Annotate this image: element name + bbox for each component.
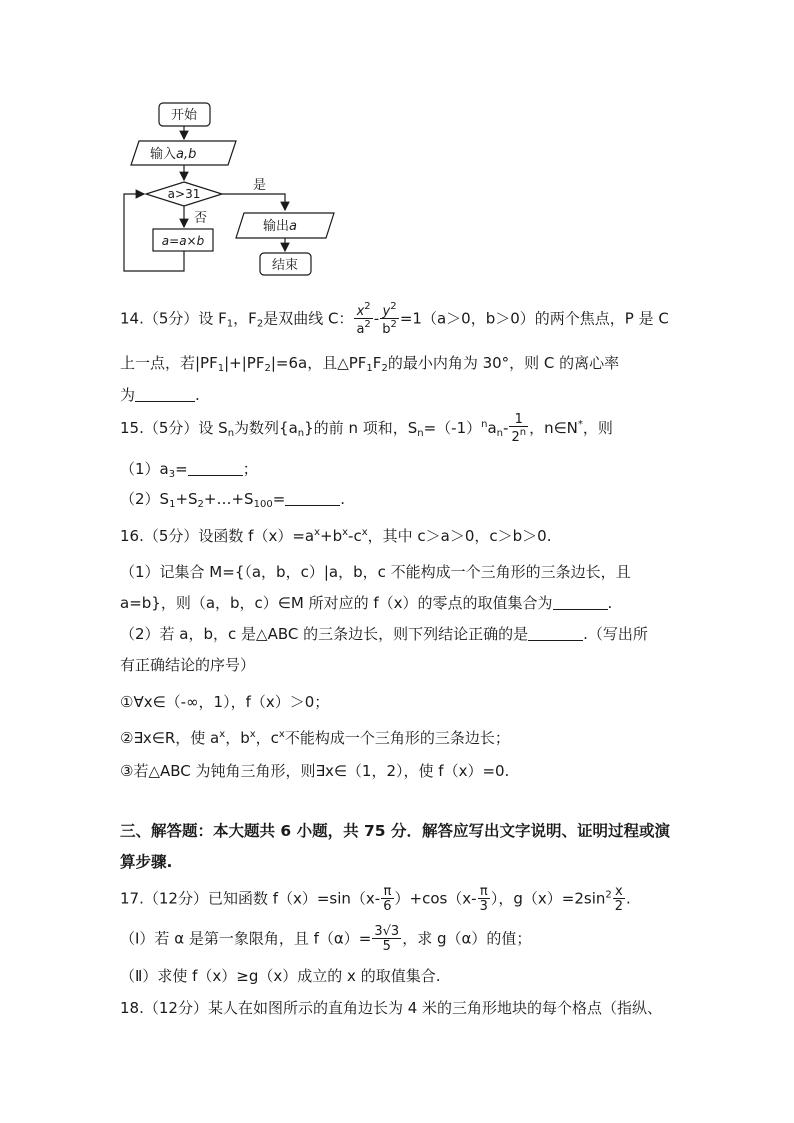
q14-line1: 14.（5分）设 $F_1$，$F_2$是双曲线 C： $\frac{x^2}{a^2}$ - $\frac{y^2}{b^2}$ =1（a＞0，b＞0）的两个焦点，P 是 C	[120, 301, 669, 337]
q17-line1: 17.（12分）已知函数 f（x）=sin（x- $\frac{\pi}{6}$ ）+cos（x- $\frac{\pi}{3}$ ），$g(x)=2\sin^2$ $\frac{x}{2}$ .	[120, 884, 631, 914]
q15-fraction: $\frac{1}{2^n}$	[511, 412, 527, 445]
answer-blank	[135, 387, 195, 402]
q18-line1: 18.（12分）某人在如图所示的直角边长为 4 米的三角形地块的每个格点（指纵、	[120, 999, 663, 1017]
q17-part1: （Ⅰ）若 α 是第一象限角，且 f（α）= $\frac{3√3}{5}$ ，求 g（α）的值；	[120, 924, 532, 954]
q16-option2: ②∃x∈R，使 $a^x$，$b^x$，$c^x$不能构成一个三角形的三条边长；	[120, 729, 510, 747]
q14-line2: 上一点，若$|PF_1|+|PF_2|=6a$，且$\triangle PF_1F_2$的最小内角为 30°，则 C 的离心率	[120, 354, 620, 374]
section-heading-line2: 算步骤.	[120, 853, 173, 871]
answer-blank	[528, 626, 583, 641]
answer-blank	[553, 595, 608, 610]
flowchart-process-label: a=a×b	[161, 234, 205, 248]
q15-line1: 15.（5分）设 $S_n$为数列$\{a_n\}$的前 n 项和，$S_n=(-1)^na_n-$ $\frac{1}{2^n}$ ，n∈N*，则	[120, 412, 613, 445]
answer-blank	[285, 491, 340, 506]
q17-part2: （Ⅱ）求使 f（x）≥g（x）成立的 x 的取值集合.	[120, 967, 441, 985]
flowchart-start-label: 开始	[170, 108, 198, 123]
q16-part1-line1: （1）记集合 M={（a，b，c）|a，b，c 不能构成一个三角形的三条边长，且	[120, 563, 631, 581]
q16-option3: ③若△ABC 为钝角三角形，则∃x∈（1，2），使 f（x）=0.	[120, 762, 510, 780]
q16-option1: ①∀x∈（-∞，1），f（x）＞0；	[120, 693, 330, 711]
q14-fraction-x: $\frac{x^2}{a^2}$	[356, 301, 371, 337]
q16-part2-line1: （2）若 a，b，c 是△ABC 的三条边长，则下列结论正确的是 .（写出所	[120, 625, 648, 643]
q16-part2-line2: 有正确结论的序号）	[120, 656, 256, 674]
flowchart-end-label: 结束	[271, 258, 299, 273]
q17-fraction-pi6: $\frac{\pi}{6}$	[383, 884, 392, 914]
q17-fraction-alpha: $\frac{3√3}{5}$	[374, 924, 400, 954]
flowchart-yes-label: 是	[253, 178, 267, 193]
flowchart-condition-label: a>31	[167, 187, 201, 201]
q17-fraction-pi3: $\frac{\pi}{3}$	[479, 884, 488, 914]
flowchart	[0, 0, 794, 290]
q14-line3: 为 .	[120, 386, 200, 404]
flowchart-input-label: 输入a,b	[150, 147, 197, 162]
flowchart-no-label: 否	[194, 211, 208, 226]
section-heading: 三、解答题：本大题共 6 小题，共 75 分．解答应写出文字说明、证明过程或演	[120, 822, 670, 840]
q15-part2: $(2)S_1+S_2+\dots+S_{100}=$ .	[120, 490, 346, 510]
q16-line1: 16.（5分）设函数 $f(x)=a^x+b^x-c^x$，其中 c＞a＞0，c＞b＞0.	[120, 527, 552, 545]
flowchart-output-label: 输出a	[263, 219, 297, 234]
q14-fraction-y: $\frac{y^2}{b^2}$	[382, 301, 397, 337]
q16-part1-line2: a=b}，则（a，b，c）∈M 所对应的 f（x）的零点的取值集合为 .	[120, 594, 613, 612]
q17-fraction-x2: $\frac{x}{2}$	[614, 884, 624, 914]
answer-blank	[188, 461, 243, 476]
q15-part1: $(1)a_3=$ ；	[120, 460, 258, 480]
